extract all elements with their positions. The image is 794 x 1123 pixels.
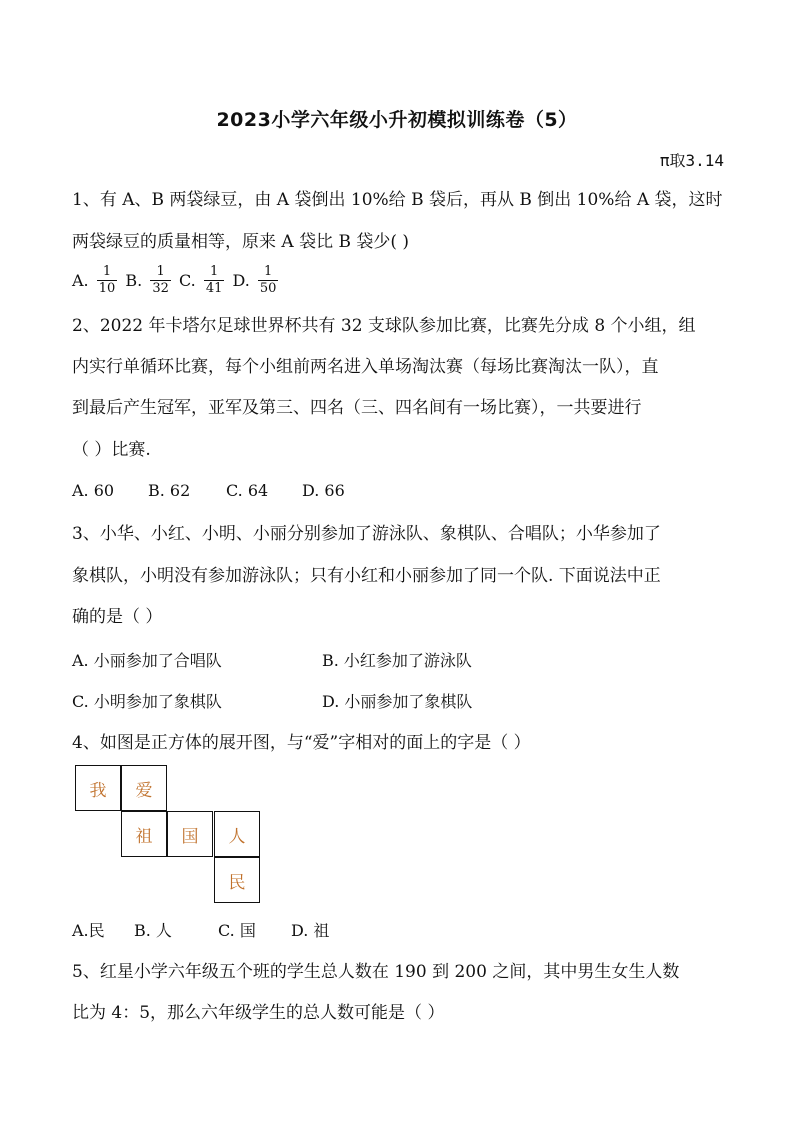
q1-option-label: D.: [232, 271, 250, 290]
q2-line-2: 内实行单循环比赛，每个小组前两名进入单场淘汰赛（每场比赛淘汰一队），直: [72, 357, 659, 377]
q3-option: A. 小丽参加了合唱队: [72, 651, 222, 670]
q5-line-2: 比为 4：5，那么六年级学生的总人数可能是（ ）: [72, 1003, 445, 1023]
q3-options: [72, 648, 672, 718]
q1-line-1: 1、有 A、B 两袋绿豆，由 A 袋倒出 10%给 B 袋后，再从 B 倒出 10%给 A 袋，这时: [72, 190, 723, 210]
q1-option-fraction: $\frac{1}{50}$: [259, 264, 277, 296]
q2-options: [72, 481, 672, 503]
q3-option: D. 小丽参加了象棋队: [322, 692, 473, 711]
q4-line-1: 4、如图是正方体的展开图，与“爱”字相对的面上的字是（ ）: [72, 733, 531, 753]
q1-option-label: C.: [178, 271, 196, 290]
q1-line-2: 两袋绿豆的质量相等，原来 A 袋比 B 袋少( ): [72, 232, 410, 252]
q4-option: B. 人: [134, 921, 172, 940]
q1-options: [72, 264, 281, 297]
cube-face-guo: 国: [167, 811, 213, 857]
q4-option: C. 国: [218, 921, 256, 940]
q2-option: A. 60: [72, 481, 115, 500]
q2-line-4: （ ）比赛.: [72, 440, 151, 460]
q2-option: B. 62: [148, 481, 191, 500]
q4-options: [72, 918, 672, 940]
q3-line-3: 确的是（ ）: [72, 607, 163, 627]
cube-face-zu: 祖: [121, 811, 167, 857]
q3-option: C. 小明参加了象棋队: [72, 692, 222, 711]
q3-line-2: 象棋队，小明没有参加游泳队；只有小红和小丽参加了同一个队. 下面说法中正: [72, 566, 661, 586]
q1-option-fraction: $\frac{1}{41}$: [205, 264, 223, 296]
q5-line-1: 5、红星小学六年级五个班的学生总人数在 190 到 200 之间，其中男生女生人数: [72, 962, 680, 982]
q2-option: D. 66: [302, 481, 345, 500]
q1-option-label: B.: [125, 271, 143, 290]
q4-option: A.民: [72, 921, 105, 940]
page-title: 2023小学六年级小升初模拟训练卷（5）: [216, 109, 578, 131]
cube-face-ren: 人: [214, 811, 260, 857]
cube-face-wo: 我: [75, 765, 121, 811]
cube-face-ai: 爱: [121, 765, 167, 811]
cube-face-min: 民: [214, 857, 260, 903]
q2-option: C. 64: [226, 481, 269, 500]
q1-option-label: A.: [72, 271, 89, 290]
q1-option-fraction: $\frac{1}{32}$: [152, 264, 169, 296]
q2-line-1: 2、2022 年卡塔尔足球世界杯共有 32 支球队参加比赛，比赛先分成 8 个小组，组: [72, 316, 696, 336]
q4-option: D. 祖: [291, 921, 330, 940]
q3-option: B. 小红参加了游泳队: [322, 651, 472, 670]
q1-option-fraction: $\frac{1}{10}$: [98, 264, 116, 296]
q3-line-1: 3、小华、小红、小明、小丽分别参加了游泳队、象棋队、合唱队；小华参加了: [72, 524, 661, 544]
pi-note: π取3.14: [659, 151, 724, 170]
q2-line-3: 到最后产生冠军，亚军及第三、四名（三、四名间有一场比赛），一共要进行: [72, 398, 642, 418]
